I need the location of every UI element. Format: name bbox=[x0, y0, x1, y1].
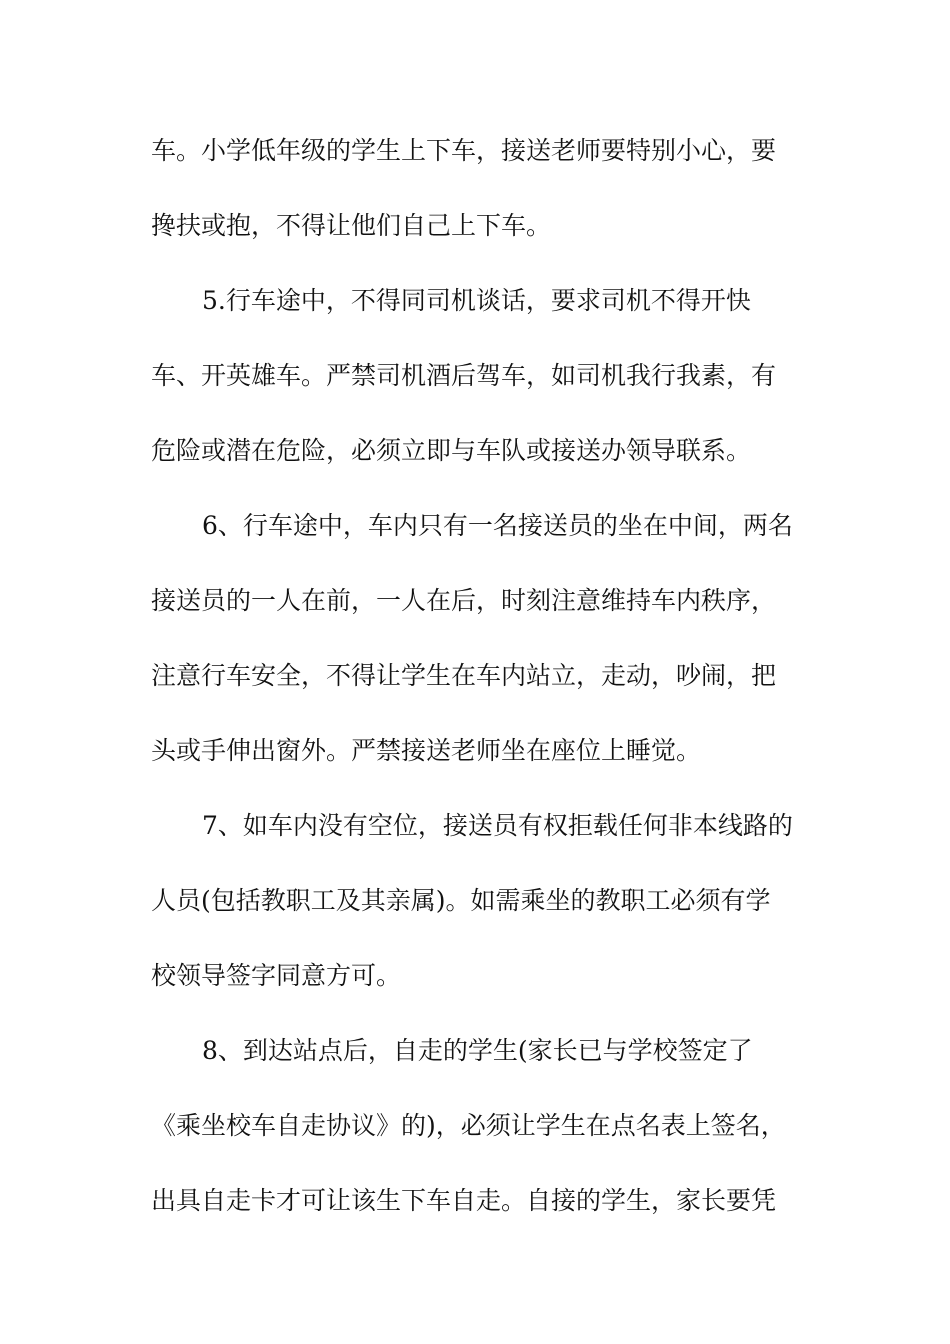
text-line: 注意行车安全，不得让学生在车内站立，走动，吵闹，把 bbox=[151, 661, 777, 690]
text-line: 危险或潜在危险，必须立即与车队或接送办领导联系。 bbox=[151, 436, 752, 465]
text-line: 《乘坐校车自走协议》的)，必须让学生在点名表上签名， bbox=[151, 1111, 786, 1140]
text-line: 车、开英雄车。严禁司机酒后驾车，如司机我行我素，有 bbox=[151, 361, 777, 390]
paragraph-7-start: 7、如车内没有空位，接送员有权拒载任何非本线路的 bbox=[202, 811, 793, 840]
paragraph-8-start: 8、到达站点后，自走的学生(家长已与学校签定了 bbox=[202, 1036, 753, 1065]
text-line: 车。小学低年级的学生上下车，接送老师要特别小心，要 bbox=[151, 136, 777, 165]
paragraph-5-start: 5.行车途中，不得同司机谈话，要求司机不得开快 bbox=[202, 286, 751, 315]
text-line: 人员(包括教职工及其亲属)。如需乘坐的教职工必须有学 bbox=[151, 886, 771, 915]
text-line: 校领导签字同意方可。 bbox=[151, 961, 402, 990]
text-line: 头或手伸出窗外。严禁接送老师坐在座位上睡觉。 bbox=[151, 736, 702, 765]
paragraph-6-start: 6、行车途中，车内只有一名接送员的坐在中间，两名 bbox=[202, 511, 793, 540]
text-line: 接送员的一人在前，一人在后，时刻注意维持车内秩序， bbox=[151, 586, 777, 615]
text-line: 出具自走卡才可让该生下车自走。自接的学生，家长要凭 bbox=[151, 1186, 777, 1215]
text-line: 搀扶或抱，不得让他们自己上下车。 bbox=[151, 211, 552, 240]
